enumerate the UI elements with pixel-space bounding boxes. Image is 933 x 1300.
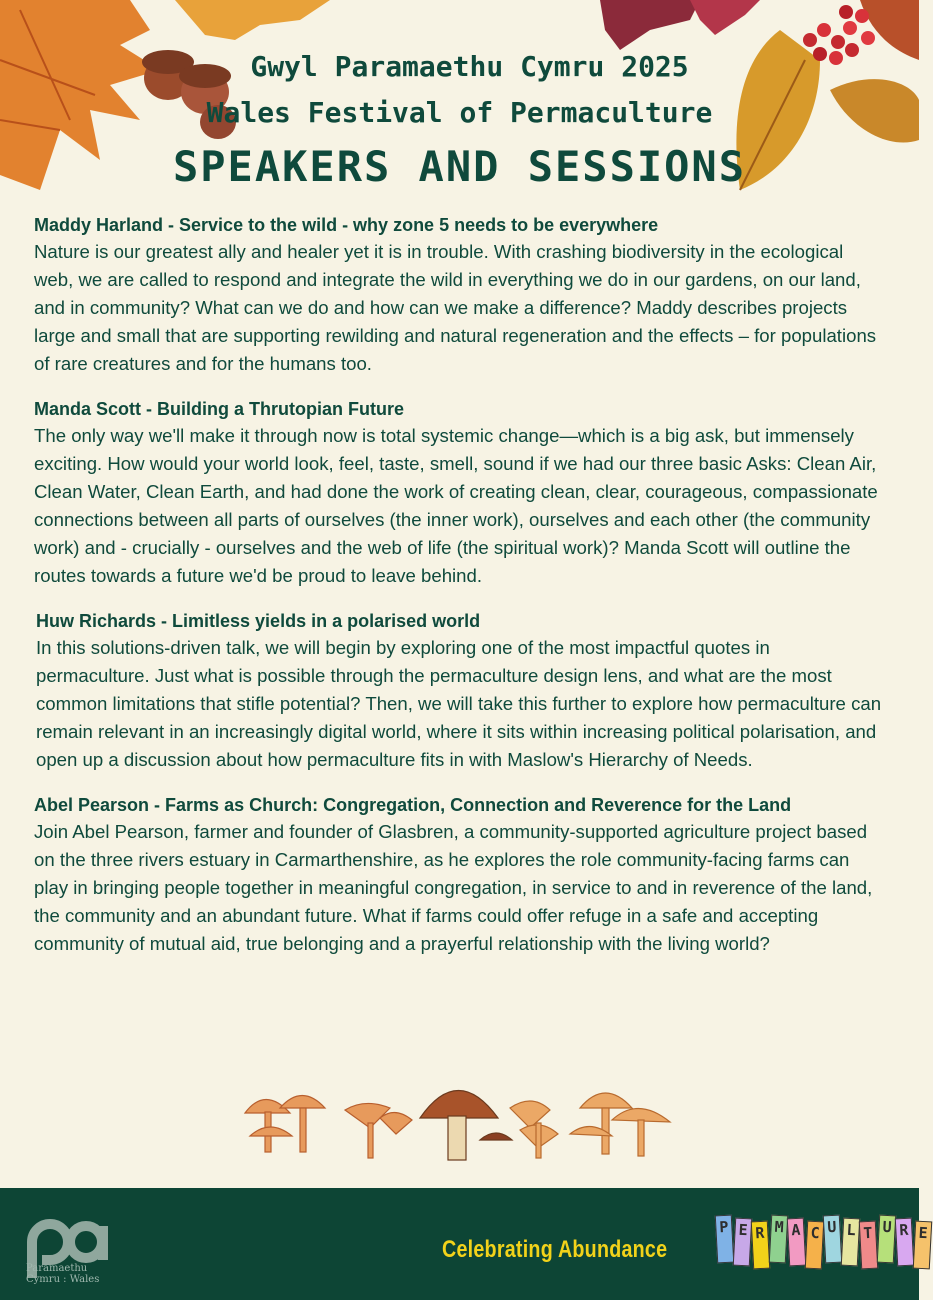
header — [0, 0, 919, 205]
permaculture-letter: R — [751, 1221, 771, 1270]
logo-line-2: Cymru : Wales — [26, 1274, 100, 1285]
permaculture-letter: R — [895, 1218, 915, 1267]
session-huw-richards — [36, 611, 884, 774]
mushrooms-illustration — [240, 1068, 680, 1168]
permaculture-letter: C — [805, 1221, 825, 1270]
session-description: In this solutions-driven talk, we will begin by exploring one of the most impactful quotes in permaculture. Just what is possible through the permaculture design lens, and what are the most common limitations that stifle potential? Then, we will take this further to explore how permaculture can remain relevant in an increasingly digital world, where it sits within increasing political polarisation, and open up a discussion about how permaculture fits in with Maslow's Hierarchy of Needs. — [36, 637, 882, 770]
title-welsh: Gwyl Paramaethu Cymru 2025 — [250, 50, 689, 83]
oak-leaf-top — [175, 0, 330, 40]
permaculture-letter: E — [913, 1221, 933, 1270]
session-description: Join Abel Pearson, farmer and founder of Glasbren, a community-supported agriculture project based on the three rivers estuary in Carmarthenshire, as he explores the role community-facing farms can play in bringing people together in meaningful congregation, in service to and in reverence of the land, the community and an abundant future. What if farms could offer refuge in a safe and accepting community of mutual aid, true belonging and a prayerful relationship with the living world? — [34, 821, 873, 954]
page-title: SPEAKERS AND SESSIONS — [172, 142, 746, 191]
session-abel-pearson — [34, 795, 884, 958]
permaculture-letter: P — [715, 1215, 735, 1264]
permaculture-letter: U — [877, 1215, 897, 1264]
permaculture-letter: A — [787, 1218, 807, 1267]
logo-line-1: Paramaethu — [26, 1263, 88, 1274]
red-leaves-right — [600, 0, 760, 50]
tagline: Celebrating Abundance — [442, 1236, 668, 1263]
permaculture-letter: L — [841, 1218, 861, 1267]
session-heading: Abel Pearson - Farms as Church: Congregation, Connection and Reverence for the Land — [34, 795, 792, 815]
permaculture-letter: T — [859, 1221, 879, 1270]
session-heading: Maddy Harland - Service to the wild - why zone 5 needs to be everywhere — [34, 215, 659, 235]
session-description: Nature is our greatest ally and healer yet it is in trouble. With crashing biodiversity in the ecological web, we are called to respond and integrate the wild in everything we do in our gardens, on our land, and in community? What can we do and how can we make a difference? Maddy describes projects large and small that are supporting rewilding and natural regeneration and the effects – for populations of rare creatures and for the humans too. — [34, 241, 877, 374]
title-english: Wales Festival of Permaculture — [206, 96, 713, 129]
permaculture-logo — [716, 1218, 931, 1266]
permaculture-letter: M — [769, 1215, 789, 1264]
logo-text — [26, 1263, 99, 1285]
session-description: The only way we'll make it through now is total systemic change—which is a big ask, but immensely exciting. How would your world look, feel, taste, smell, sound if we had our three basic Asks: Clean Air, Clean Water, Clean Earth, and had done the work of creating clean, clear, courageous, compassionate connections between all parts of ourselves (the inner work), ourselves and each other (the community work) and - crucially - ourselves and the web of life (the spiritual work)? Manda Scott will outline the routes towards a future we'd be proud to leave behind. — [34, 425, 878, 586]
footer — [0, 1188, 929, 1300]
session-heading: Manda Scott - Building a Thrutopian Future — [34, 399, 404, 419]
session-maddy-harland — [34, 215, 884, 378]
permaculture-letter: E — [733, 1218, 753, 1267]
sessions-list — [34, 215, 884, 979]
session-manda-scott — [34, 399, 884, 590]
session-heading: Huw Richards - Limitless yields in a polarised world — [36, 611, 481, 631]
permaculture-letter: U — [823, 1215, 843, 1264]
